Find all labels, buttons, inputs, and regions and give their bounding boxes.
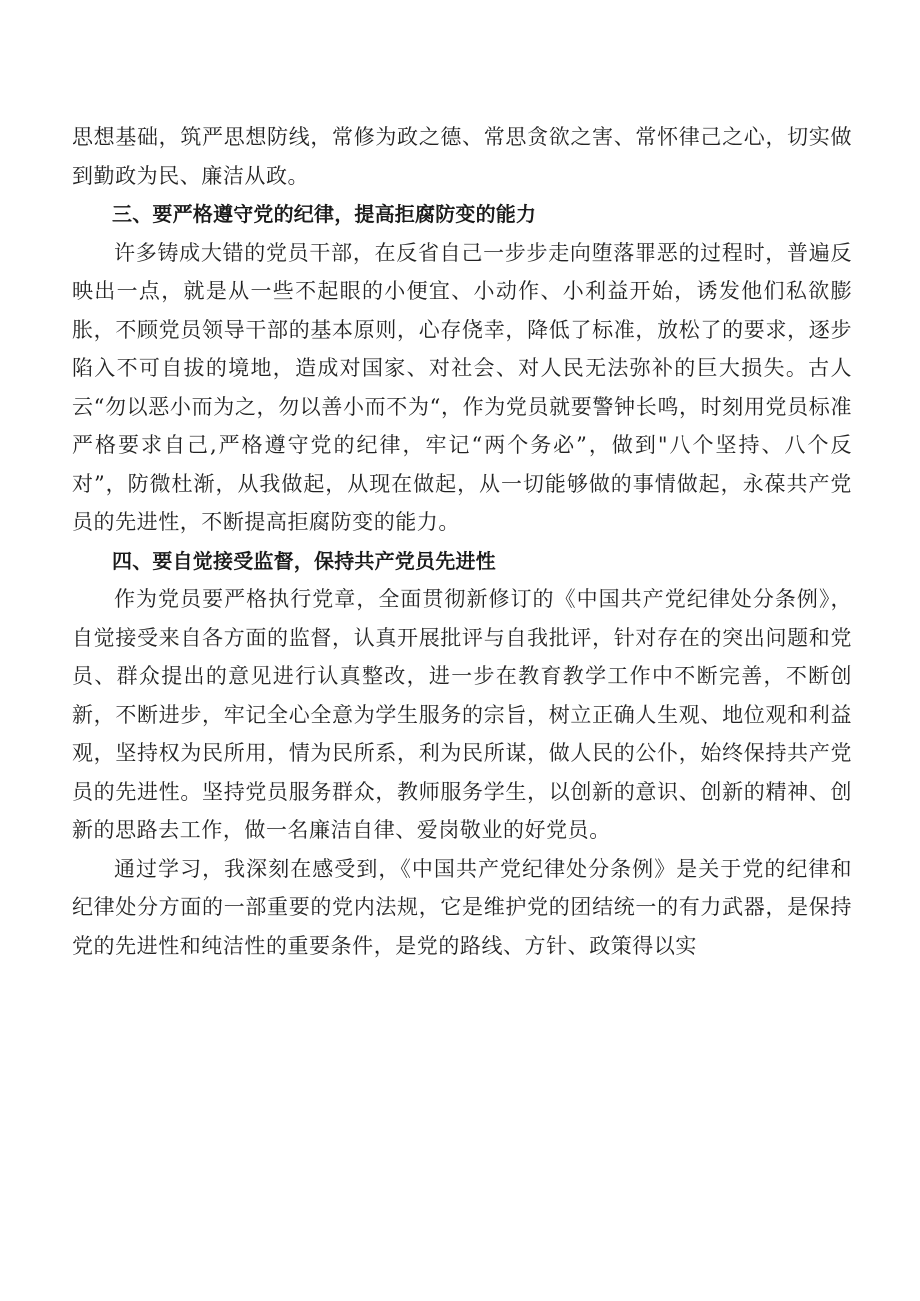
document-body (72, 118, 852, 965)
paragraph-conclusion: 通过学习，我深刻在感受到，《中国共产党纪律处分条例》是关于党的纪律和纪律处分方面的一部重要的党内法规，它是维护党的团结统一的有力武器，是保持党的先进性和纯洁性的重要条件，是党的路线、方针、政策得以实 (72, 856, 852, 958)
section-heading-3: 三、要严格遵守党的纪律，提高拒腐防变的能力 (112, 202, 537, 226)
paragraph-discipline: 许多铸成大错的党员干部，在反省自己一步步走向堕落罪恶的过程时，普遍反映出一点，就是从一些不起眼的小便宜、小动作、小利益开始，诱发他们私欲膨胀，不顾党员领导干部的基本原则，心存侥幸，降低了标准，放松了的要求，逐步陷入不可自拔的境地，造成对国家、对社会、对人民无法弥补的巨大损失。古人云“勿以恶小而为之，勿以善小而不为“，作为党员就要警钟长鸣，时刻用党员标准严格要求自己,严格遵守党的纪律，牢记“两个务必”，做到"八个坚持、八个反对”，防微杜渐，从我做起，从现在做起，从一切能够做的事情做起，永葆共产党员的先进性，不断提高拒腐防变的能力。 (72, 240, 852, 534)
paragraph-continued: 思想基础，筑严思想防线，常修为政之德、常思贪欲之害、常怀律己之心，切实做到勤政为民、廉洁从政。 (72, 125, 852, 188)
paragraph-supervision: 作为党员要严格执行党章，全面贯彻新修订的《中国共产党纪律处分条例》，自觉接受来自各方面的监督，认真开展批评与自我批评，针对存在的突出问题和党员、群众提出的意见进行认真整改，进一步在教育教学工作中不断完善，不断创新，不断进步，牢记全心全意为学生服务的宗旨，树立正确人生观、地位观和利益观，坚持权为民所用，情为民所系，利为民所谋，做人民的公仆，始终保持共产党员的先进性。坚持党员服务群众，教师服务学生，以创新的意识、创新的精神、创新的思路去工作，做一名廉洁自律、爱岗敬业的好党员。 (72, 587, 852, 842)
section-heading-4: 四、要自觉接受监督，保持共产党员先进性 (112, 548, 496, 573)
